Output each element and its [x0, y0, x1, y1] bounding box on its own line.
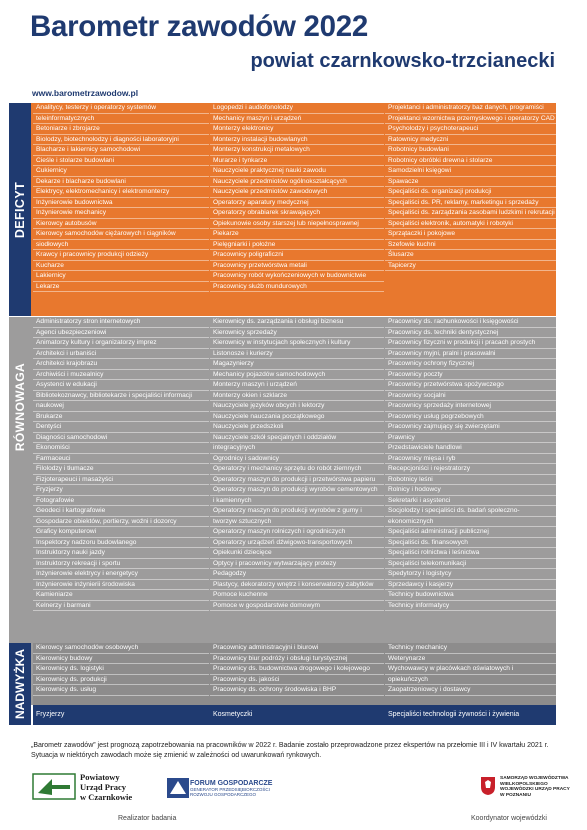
coord-line: WOJEWÓDZKI URZĄD PRACY	[500, 787, 570, 793]
profession-item: Magazynierzy	[210, 359, 384, 370]
profession-item: Pracownicy usług pogrzebowych	[385, 412, 556, 423]
profession-item: Animatorzy kultury i organizatorzy imprez	[33, 338, 209, 349]
profession-item: Kierownicy w instytucjach społecznych i kultury	[210, 338, 384, 349]
profession-item: Pracownicy ds. jakości	[210, 675, 384, 686]
profession-item: Pracownicy poligraficzni	[210, 250, 384, 261]
profession-item: Pracownicy przetwórstwa metali	[210, 261, 384, 272]
profession-item: Bibliotekoznawcy, bibliotekarze i specjaliści informacji	[33, 391, 209, 402]
profession-item: Betoniarze i zbrojarze	[33, 124, 209, 135]
page-title: Barometr zawodów 2022	[30, 10, 368, 43]
profession-item: Biolodzy, biotechnolodzy i diagności laboratoryjni	[33, 135, 209, 146]
profession-item: Psycholodzy i psychoterapeuci	[385, 124, 556, 135]
surplus-section	[33, 643, 556, 705]
coord-line: W POZNANIU	[500, 792, 531, 798]
profession-item: Nauczyciele szkół specjalnych i oddziałów	[210, 433, 384, 444]
profession-item: Monterzy instalacji budowlanych	[210, 135, 384, 146]
profession-item: Geodeci i kartografowie	[33, 506, 209, 517]
profession-item: Graficy komputerowi	[33, 527, 209, 538]
profession-item: Pielęgniarki i położne	[210, 240, 384, 251]
profession-item: Weterynarze	[385, 654, 556, 665]
profession-item: teleinformatycznych	[33, 114, 209, 125]
profession-item: Pracownicy ds. techniki dentystycznej	[385, 328, 556, 339]
profession-item: Lekarze	[33, 282, 209, 293]
profession-item: Technicy budownictwa	[385, 590, 556, 601]
profession-item: Robotnicy leśni	[385, 475, 556, 486]
profession-item: Pracownicy sprzedaży internetowej	[385, 401, 556, 412]
profession-item: Blacharze i lakiernicy samochodowi	[33, 145, 209, 156]
profession-item: Operatorzy maszyn do produkcji i przetwórstwa papieru	[210, 475, 384, 486]
profession-item: Nauczyciele języków obcych i lektorzy	[210, 401, 384, 412]
profession-item: tworzyw sztucznych	[210, 517, 384, 528]
profession-item: Pracownicy ds. rachunkowości i księgowości	[385, 317, 556, 328]
profession-item: Murarze i tynkarze	[210, 156, 384, 167]
profession-item: Zaopatrzeniowcy i dostawcy	[385, 685, 556, 696]
forum-logo-subtext	[190, 787, 270, 797]
profession-item: Instruktorzy nauki jazdy	[33, 548, 209, 559]
profession-item: Socjolodzy i specjaliści ds. badań społeczno-	[385, 506, 556, 517]
coordinator-logo-text	[500, 776, 570, 798]
coordinator-label: Koordynator wojewódzki	[471, 815, 547, 822]
profession-item: Fotografowie	[33, 496, 209, 507]
profession-item: Technicy mechanicy	[385, 643, 556, 654]
profession-item: Operatorzy obrabiarek skrawających	[210, 208, 384, 219]
profession-item: Przedstawiciele handlowi	[385, 443, 556, 454]
pup-logo-text	[80, 772, 132, 802]
profession-item: Spawacze	[385, 177, 556, 188]
profession-item: Pracownicy ds. budownictwa drogowego i kolejowego	[210, 664, 384, 675]
profession-item: Mechanicy pojazdów samochodowych	[210, 370, 384, 381]
surplus-col-2	[210, 643, 384, 705]
profession-item: Diagności samochodowi	[33, 433, 209, 444]
profession-item: Dekarze i blacharze budowlani	[33, 177, 209, 188]
profession-item: Specjaliści administracji publicznej	[385, 527, 556, 538]
profession-item: Operatorzy maszyn rolniczych i ogrodniczych	[210, 527, 384, 538]
coord-line: WIELKOPOLSKIEGO	[500, 781, 548, 787]
profession-item: Monterzy maszyn i urządzeń	[210, 380, 384, 391]
footer-note: „Barometr zawodów” jest prognozą zapotrzebowania na pracowników w 2022 r. Badanie zostało przeprowadzone przez ekspertów na przełomie III i IV kwartału 2021 r. Sytuacja w niektórych zawodach może się zmienić w zależności od uwarunkowań rynkowych.	[31, 742, 549, 759]
profession-item: Szefowie kuchni	[385, 240, 556, 251]
profession-item: Pracownicy robót wykończeniowych w budownictwie	[210, 271, 384, 282]
profession-item: integracyjnych	[210, 443, 384, 454]
profession-item: Kierownicy ds. zarządzania i obsługi biznesu	[210, 317, 384, 328]
profession-item: Logopedzi i audiofonolodzy	[210, 103, 384, 114]
profession-item: Kamieniarze	[33, 590, 209, 601]
profession-item: Kierownicy sprzedaży	[210, 328, 384, 339]
profession-item: Ratownicy medyczni	[385, 135, 556, 146]
profession-item: Kierownicy ds. logistyki	[33, 664, 209, 675]
profession-item: Specjaliści ds. finansowych	[385, 538, 556, 549]
profession-item: Elektrycy, elektromechanicy i elektromonterzy	[33, 187, 209, 198]
profession-item: Monterzy konstrukcji metalowych	[210, 145, 384, 156]
surplus-strip-item: Fryzjerzy	[36, 711, 65, 718]
profession-item: Inżynierowie budownictwa	[33, 198, 209, 209]
profession-item: Pracownicy fizyczni w produkcji i pracach prostych	[385, 338, 556, 349]
profession-item: Specjaliści elektronik, automatyki i robotyki	[385, 219, 556, 230]
profession-item: Pedagodzy	[210, 569, 384, 580]
surplus-col-3	[385, 643, 556, 705]
profession-item: Analitycy, testerzy i operatorzy systemów	[33, 103, 209, 114]
deficit-band	[9, 103, 31, 316]
profession-item: Gospodarze obiektów, portierzy, woźni i dozorcy	[33, 517, 209, 528]
profession-item: Plastycy, dekoratorzy wnętrz i konserwatorzy zabytków	[210, 580, 384, 591]
profession-item: Brukarze	[33, 412, 209, 423]
profession-item: Specjaliści ds. organizacji produkcji	[385, 187, 556, 198]
profession-item: ekonomicznych	[385, 517, 556, 528]
profession-item: Kelnerzy i barmani	[33, 601, 209, 612]
surplus-strip-item: Kosmetyczki	[213, 711, 253, 718]
profession-item: naukowej	[33, 401, 209, 412]
profession-item: Kierowcy samochodów ciężarowych i ciągników	[33, 229, 209, 240]
profession-item: Pracownicy administracyjni i biurowi	[210, 643, 384, 654]
deficit-col-1	[33, 103, 209, 316]
profession-item: Pomoce w gospodarstwie domowym	[210, 601, 384, 612]
profession-item: Pomoce kuchenne	[210, 590, 384, 601]
profession-item: Operatorzy maszyn do produkcji wyrobów z gumy i	[210, 506, 384, 517]
profession-item: Ogrodnicy i sadownicy	[210, 454, 384, 465]
profession-item: Kierownicy budowy	[33, 654, 209, 665]
profession-item: Archiwiści i muzealnicy	[33, 370, 209, 381]
profession-item: Agenci ubezpieczeniowi	[33, 328, 209, 339]
profession-item: Pracownicy biur podróży i obsługi turystycznej	[210, 654, 384, 665]
profession-item: opiekuńczych	[385, 675, 556, 686]
profession-item: Asystenci w edukacji	[33, 380, 209, 391]
forum-sub-line: GENERATOR PRZEDSIĘBIORCZOŚCI	[190, 787, 270, 792]
profession-item: Fryzjerzy	[33, 485, 209, 496]
surplus-band	[9, 643, 31, 725]
profession-item: Cukiernicy	[33, 166, 209, 177]
profession-item: Specjaliści ds. zarządzania zasobami ludzkimi i rekrutacji	[385, 208, 556, 219]
profession-item: Robotnicy budowlani	[385, 145, 556, 156]
profession-item: Mechanicy maszyn i urządzeń	[210, 114, 384, 125]
profession-item: siodłowych	[33, 240, 209, 251]
profession-item: Pracownicy ochrony fizycznej	[385, 359, 556, 370]
profession-item: Operatorzy maszyn do produkcji wyrobów cementowych	[210, 485, 384, 496]
profession-item: Listonosze i kurierzy	[210, 349, 384, 360]
balance-label: RÓWNOWAGA	[13, 362, 27, 452]
deficit-label: DEFICYT	[13, 181, 27, 238]
profession-item: Instruktorzy rekreacji i sportu	[33, 559, 209, 570]
profession-item: Inżynierowie mechanicy	[33, 208, 209, 219]
profession-item: Rolnicy i hodowcy	[385, 485, 556, 496]
profession-item: Filolodzy i tłumacze	[33, 464, 209, 475]
profession-item: Nauczyciele przedmiotów ogólnokształcących	[210, 177, 384, 188]
profession-item: Specjaliści ds. PR, reklamy, marketingu i sprzedaży	[385, 198, 556, 209]
surplus-strip-item: Specjaliści technologii żywności i żywienia	[388, 711, 520, 718]
profession-item: Administratorzy stron internetowych	[33, 317, 209, 328]
profession-item: Sekretarki i asystenci	[385, 496, 556, 507]
profession-item: Specjaliści rolnictwa i leśnictwa	[385, 548, 556, 559]
profession-item: Farmaceuci	[33, 454, 209, 465]
profession-item: Inżynierowie elektrycy i energetycy	[33, 569, 209, 580]
profession-item: Spedytorzy i logistycy	[385, 569, 556, 580]
profession-item: Projektanci i administratorzy baz danych, programiści	[385, 103, 556, 114]
profession-item: Nauczyciele przedmiotów zawodowych	[210, 187, 384, 198]
profession-item: Pracownicy socjalni	[385, 391, 556, 402]
website-link[interactable]: www.barometrzawodow.pl	[32, 88, 139, 98]
forum-logo-text: FORUM GOSPODARCZE	[190, 780, 273, 787]
profession-item: Krawcy i pracownicy produkcji odzieży	[33, 250, 209, 261]
profession-item: Wychowawcy w placówkach oświatowych i	[385, 664, 556, 675]
profession-item: Pracownicy zajmujący się zwierzętami	[385, 422, 556, 433]
profession-item: Ślusarze	[385, 250, 556, 261]
profession-item: Projektanci wzornictwa przemysłowego i operatorzy CAD	[385, 114, 556, 125]
profession-item: Specjaliści telekomunikacji	[385, 559, 556, 570]
profession-item: Nauczyciele nauczania początkowego	[210, 412, 384, 423]
forum-logo-icon	[167, 778, 189, 798]
profession-item: Fizjoterapeuci i masażyści	[33, 475, 209, 486]
profession-item: Operatorzy aparatury medycznej	[210, 198, 384, 209]
profession-item: Nauczyciele praktycznej nauki zawodu	[210, 166, 384, 177]
profession-item: Samodzielni księgowi	[385, 166, 556, 177]
profession-item: Inżynierowie inżynierii środowiska	[33, 580, 209, 591]
profession-item: Pracownicy przetwórstwa spożywczego	[385, 380, 556, 391]
profession-item: Pracownicy myjni, pralni i prasowalni	[385, 349, 556, 360]
profession-item: Kierownicy ds. produkcji	[33, 675, 209, 686]
pup-line: w Czarnkowie	[80, 792, 133, 802]
profession-item: Pracownicy mięsa i ryb	[385, 454, 556, 465]
profession-item: Recepcjoniści i rejestratorzy	[385, 464, 556, 475]
pup-line: Urząd Pracy	[80, 782, 127, 792]
profession-item: Kierowcy autobusów	[33, 219, 209, 230]
profession-item: Lakiernicy	[33, 271, 209, 282]
realizator-label: Realizator badania	[118, 815, 177, 822]
page-subtitle: powiat czarnkowsko-trzcianecki	[250, 50, 555, 72]
profession-item: Dentyści	[33, 422, 209, 433]
coat-of-arms-icon	[480, 776, 496, 796]
profession-item: Opiekunki dziecięce	[210, 548, 384, 559]
profession-item: Kierownicy ds. usług	[33, 685, 209, 696]
profession-item: Technicy informatycy	[385, 601, 556, 612]
profession-item: Kucharze	[33, 261, 209, 272]
profession-item: Pracownicy służb mundurowych	[210, 282, 384, 293]
coord-line: SAMORZĄD WOJEWÓDZTWA	[500, 776, 569, 781]
profession-item: Operatorzy urządzeń dźwigowo-transportowych	[210, 538, 384, 549]
profession-item: Optycy i pracownicy wytwarzający protezy	[210, 559, 384, 570]
profession-item: Operatorzy i mechanicy sprzętu do robót ziemnych	[210, 464, 384, 475]
deficit-col-2	[210, 103, 384, 316]
pup-line: Powiatowy	[80, 772, 120, 782]
profession-item: Inspektorzy nadzoru budowlanego	[33, 538, 209, 549]
profession-item: Monterzy elektronicy	[210, 124, 384, 135]
surplus-col-1	[33, 643, 209, 705]
profession-item: Piekarze	[210, 229, 384, 240]
profession-item: Sprzedawcy i kasjerzy	[385, 580, 556, 591]
profession-item: Ekonomiści	[33, 443, 209, 454]
deficit-section	[9, 103, 556, 316]
balance-band	[9, 317, 31, 497]
profession-item: Cieśle i stolarze budowlani	[33, 156, 209, 167]
deficit-col-3	[385, 103, 556, 316]
profession-item: Kierowcy samochodów osobowych	[33, 643, 209, 654]
profession-item: Opiekunowie osoby starszej lub niepełnosprawnej	[210, 219, 384, 230]
profession-item: Architekci krajobrazu	[33, 359, 209, 370]
profession-item: Tapicerzy	[385, 261, 556, 272]
profession-item: Nauczyciele przedszkoli	[210, 422, 384, 433]
profession-item: Sprzątaczki i pokojowe	[385, 229, 556, 240]
surplus-strip	[33, 705, 556, 725]
profession-item: Architekci i urbaniści	[33, 349, 209, 360]
profession-item: Monterzy okien i szklarze	[210, 391, 384, 402]
profession-item: Prawnicy	[385, 433, 556, 444]
profession-item: Pracownicy poczty	[385, 370, 556, 381]
pup-logo-icon	[32, 773, 76, 800]
surplus-label: NADWYŻKA	[13, 649, 27, 719]
profession-item: i kamiennych	[210, 496, 384, 507]
profession-item: Robotnicy obróbki drewna i stolarze	[385, 156, 556, 167]
forum-sub-line: ROZWOJU GOSPODARCZEGO	[190, 792, 257, 797]
profession-item: Pracownicy ds. ochrony środowiska i BHP	[210, 685, 384, 696]
